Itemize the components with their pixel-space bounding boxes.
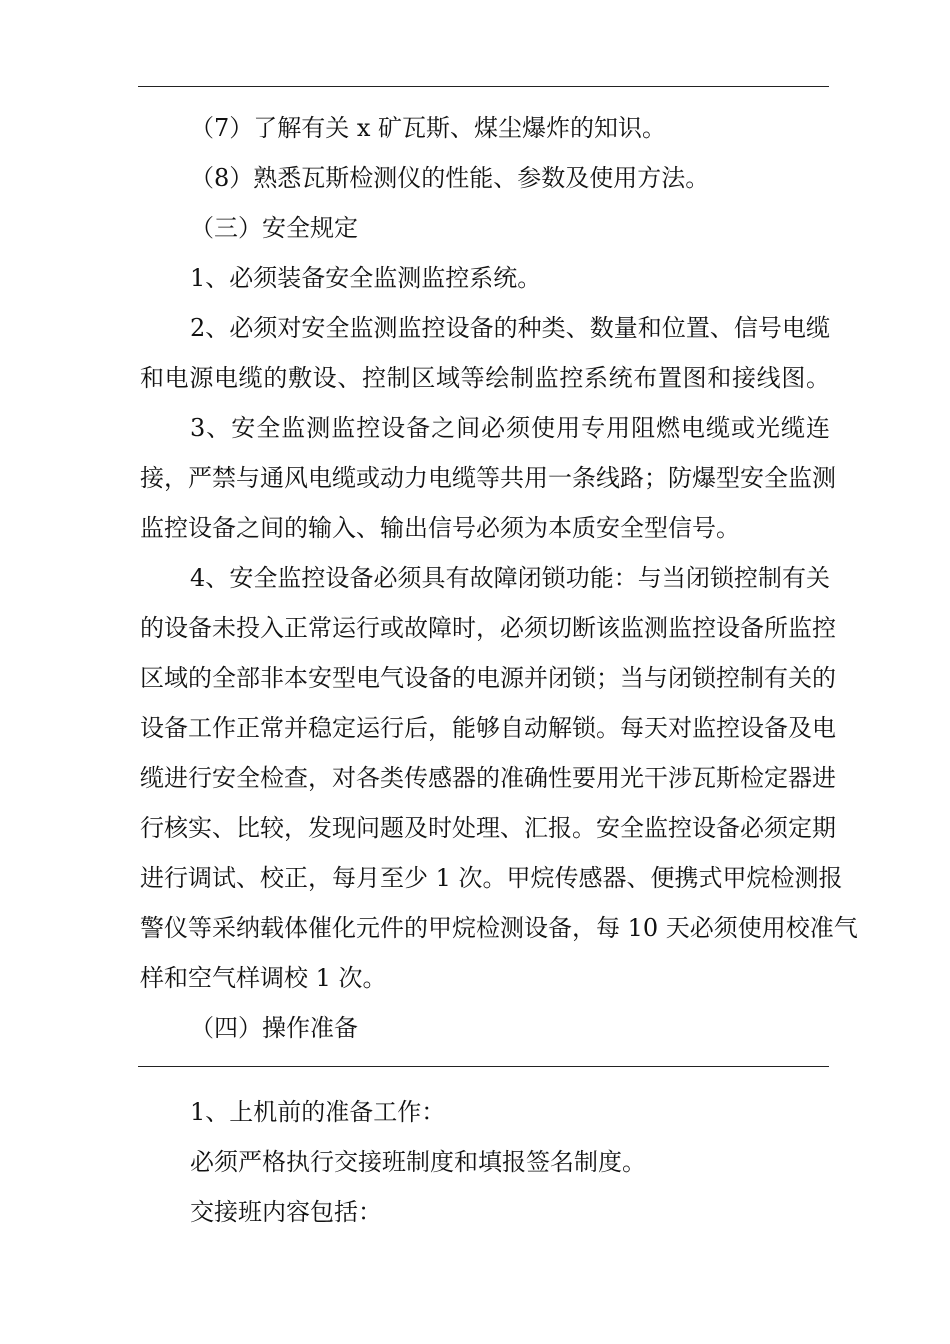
text-line: 监控设备之间的输入、输出信号必须为本质安全型信号。 <box>140 514 740 542</box>
text-line: 和电源电缆的敷设、控制区域等绘制监控系统布置图和接线图。 <box>140 364 830 392</box>
page-break-rule <box>138 1066 829 1067</box>
text-line: 必须严格执行交接班制度和填报签名制度。 <box>190 1148 646 1176</box>
text-line: （8）熟悉瓦斯检测仪的性能、参数及使用方法。 <box>190 164 710 192</box>
text-line: 警仪等采纳载体催化元件的甲烷检测设备，每 10 天必须使用校准气 <box>140 914 858 942</box>
top-rule <box>138 86 829 87</box>
text-line: 行核实、比较，发现问题及时处理、汇报。安全监控设备必须定期 <box>140 814 836 842</box>
text-line: 4、安全监控设备必须具有故障闭锁功能：与当闭锁控制有关 <box>190 564 830 592</box>
text-line: 接，严禁与通风电缆或动力电缆等共用一条线路；防爆型安全监测 <box>140 464 836 492</box>
text-line: 设备工作正常并稳定运行后，能够自动解锁。每天对监控设备及电 <box>140 714 836 742</box>
text-line: 进行调试、校正，每月至少 1 次。甲烷传感器、便携式甲烷检测报 <box>140 864 843 892</box>
text-line: 样和空气样调校 1 次。 <box>140 964 387 992</box>
text-line: 1、必须装备安全监测监控系统。 <box>190 264 542 292</box>
text-line: 2、必须对安全监测监控设备的种类、数量和位置、信号电缆 <box>190 314 830 342</box>
text-line: 1、上机前的准备工作： <box>190 1098 446 1126</box>
text-line: 3、安全监测监控设备之间必须使用专用阻燃电缆或光缆连 <box>190 414 830 442</box>
text-line: 交接班内容包括： <box>190 1198 382 1226</box>
section-heading: （三）安全规定 <box>190 214 358 242</box>
text-line: （7）了解有关 x 矿瓦斯、煤尘爆炸的知识。 <box>190 114 667 142</box>
text-line: 缆进行安全检查，对各类传感器的准确性要用光干涉瓦斯检定器进 <box>140 764 836 792</box>
text-line: 的设备未投入正常运行或故障时，必须切断该监测监控设备所监控 <box>140 614 836 642</box>
text-line: 区域的全部非本安型电气设备的电源并闭锁；当与闭锁控制有关的 <box>140 664 836 692</box>
section-heading: （四）操作准备 <box>190 1014 358 1042</box>
